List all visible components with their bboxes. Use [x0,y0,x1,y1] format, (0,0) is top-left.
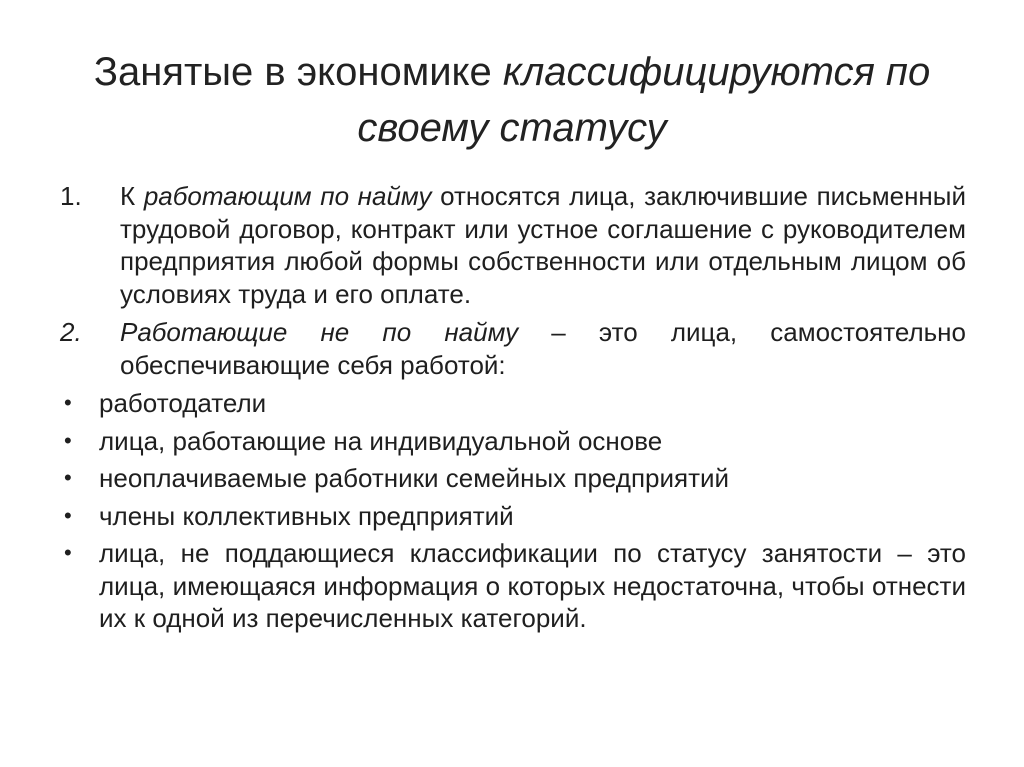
bullet-item [60,500,966,533]
content-list [60,180,966,640]
bullet-icon: • [64,427,72,453]
bullet-text: лица, работающие на индивидуальной основе [99,425,663,456]
list-number-1: 1. [60,181,82,211]
numbered-item-1 [60,180,966,310]
item-1-text: относятся лица, заключившие письменный трудовой договор, контракт или устное соглашение с руководителем предприятия любой формы собственности или отдельным лицом об условиях труда и его оплате. [120,181,967,309]
bullet-text: работодатели [99,388,267,418]
bullet-icon: • [64,390,72,415]
title-part-regular: Занятые в экономике [93,50,503,94]
bullet-text: лица, не поддающиеся классификации по статусу занятости – это лица, имеющаяся информация о которых недостаточна, чтобы отнести их к одной из перечисленных категорий. [99,538,966,633]
bullet-icon: • [64,465,72,490]
bullet-item [60,462,966,495]
bullet-text: члены коллективных предприятий [99,500,514,531]
list-number-2: 2. [60,317,82,347]
bullet-item [60,425,966,458]
bullet-icon: • [64,502,72,528]
bullet-item [60,537,966,635]
slide-title [60,44,964,156]
item-1-lead: К [120,181,144,211]
bullet-icon: • [64,540,72,565]
title-part-italic: классифицируются по своему статусу [357,50,931,150]
item-2-text: – это лица, самостоятельно обеспечивающие себя работой: [120,317,967,380]
item-2-italic-term: Работающие не по найму [120,317,519,347]
bullet-item [60,387,966,420]
numbered-item-2 [60,316,966,381]
bullet-text: неоплачиваемые работники семейных предприятий [99,463,730,493]
item-1-italic-term: работающим по найму [143,181,432,211]
